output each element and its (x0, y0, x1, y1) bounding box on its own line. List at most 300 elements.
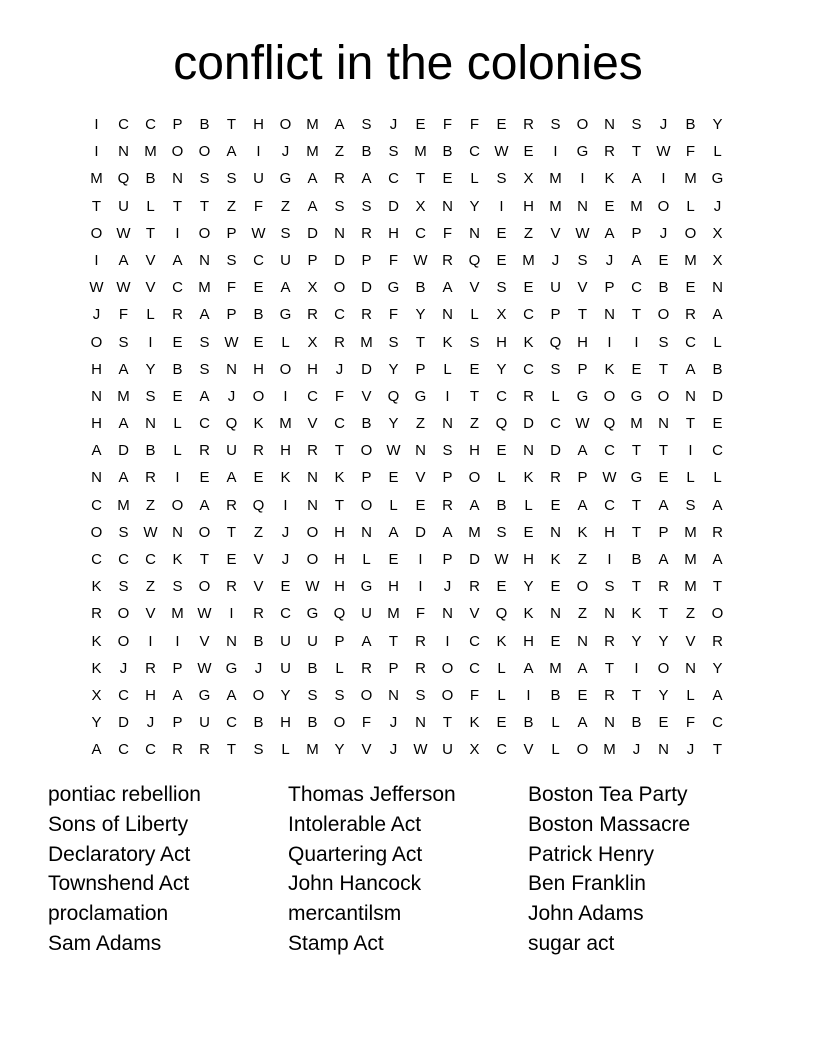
grid-letter: E (496, 714, 507, 732)
grid-letter: E (253, 279, 264, 297)
grid-letter: X (91, 686, 102, 704)
grid-letter: C (712, 442, 723, 460)
grid-letter: K (523, 333, 534, 351)
grid-letter: T (91, 197, 102, 215)
grid-letter: F (253, 197, 264, 215)
grid-row (83, 138, 731, 165)
grid-letter: Q (252, 496, 265, 514)
grid-letter: P (172, 714, 183, 732)
grid-letter: W (494, 551, 509, 568)
grid-letter: Q (495, 415, 508, 433)
grid-letter: M (684, 170, 697, 188)
grid-letter: F (118, 306, 129, 324)
grid-letter: O (441, 659, 454, 677)
grid-letter: Q (333, 605, 346, 623)
grid-row (83, 111, 731, 138)
grid-letter: T (334, 442, 345, 460)
grid-letter: L (173, 415, 182, 433)
grid-letter: S (496, 279, 507, 297)
grid-letter: I (607, 333, 612, 351)
grid-letter: O (198, 578, 211, 596)
grid-letter: K (577, 523, 588, 541)
grid-letter: H (307, 360, 318, 378)
grid-letter: C (685, 333, 696, 351)
grid-row (83, 655, 731, 682)
word-list-item: Ben Franklin (528, 872, 646, 896)
grid-letter: W (305, 578, 320, 596)
grid-letter: L (551, 387, 560, 405)
grid-letter: G (711, 170, 724, 188)
grid-letter: P (442, 551, 453, 568)
grid-letter: J (281, 143, 290, 161)
grid-letter: Y (91, 714, 102, 732)
grid-letter: M (414, 143, 427, 161)
grid-letter: E (658, 469, 669, 487)
grid-letter: U (253, 170, 264, 188)
grid-letter: E (658, 251, 669, 269)
grid-letter: C (91, 551, 102, 568)
grid-letter: M (468, 523, 481, 541)
grid-letter: N (334, 224, 345, 242)
word-list-item: pontiac rebellion (48, 783, 201, 806)
grid-letter: R (604, 143, 615, 161)
grid-letter: R (415, 632, 426, 650)
grid-letter: F (226, 279, 237, 297)
grid-letter: A (577, 714, 588, 732)
grid-letter: H (280, 714, 291, 732)
grid-letter: I (94, 116, 99, 133)
grid-letter: T (631, 306, 642, 324)
grid-letter: M (387, 605, 400, 623)
grid-letter: V (523, 741, 534, 759)
grid-row (83, 464, 731, 491)
grid-letter: C (145, 741, 156, 759)
grid-letter: R (226, 578, 237, 596)
grid-letter: L (686, 469, 695, 487)
grid-letter: M (603, 741, 616, 759)
grid-letter: K (172, 551, 183, 568)
grid-letter: A (118, 415, 129, 433)
grid-letter: A (442, 523, 453, 541)
grid-letter: R (604, 686, 615, 704)
grid-letter: H (388, 578, 399, 596)
grid-letter: Q (117, 170, 130, 188)
grid-letter: A (172, 686, 183, 704)
grid-letter: W (656, 143, 671, 161)
grid-letter: I (580, 170, 585, 188)
grid-letter: X (307, 279, 318, 297)
grid-letter: W (116, 224, 131, 242)
word-list-item: Sam Adams (48, 931, 162, 955)
grid-letter: Z (145, 578, 156, 596)
grid-letter: O (306, 551, 319, 568)
grid-letter: U (280, 632, 291, 650)
grid-letter: I (175, 224, 180, 242)
grid-letter: A (361, 632, 372, 650)
grid-letter: Y (334, 741, 345, 759)
grid-letter: H (91, 360, 102, 378)
grid-letter: O (603, 387, 616, 405)
grid-letter: B (631, 551, 642, 568)
grid-letter: A (118, 360, 129, 378)
grid-letter: U (280, 251, 291, 269)
grid-letter: S (415, 686, 426, 704)
grid-letter: O (117, 605, 130, 623)
grid-letter: S (226, 170, 237, 188)
grid-letter: U (118, 197, 129, 215)
grid-letter: T (415, 170, 426, 188)
grid-letter: N (145, 415, 156, 433)
grid-letter: R (712, 523, 723, 541)
word-list-item: Stamp Act (288, 931, 384, 955)
grid-letter: Y (469, 197, 480, 215)
grid-letter: B (253, 306, 264, 324)
grid-letter: T (577, 306, 588, 324)
grid-letter: K (523, 605, 534, 623)
grid-letter: B (523, 714, 534, 732)
grid-letter: I (418, 551, 423, 568)
grid-letter: H (334, 578, 345, 596)
grid-letter: L (146, 306, 155, 324)
grid-letter: B (253, 714, 264, 732)
grid-letter: Y (145, 360, 156, 378)
grid-letter: V (361, 741, 372, 759)
grid-letter: N (172, 523, 183, 541)
grid-letter: Y (415, 306, 426, 324)
grid-letter: N (658, 415, 669, 433)
grid-letter: O (360, 496, 373, 514)
grid-letter: W (575, 415, 590, 433)
grid-letter: C (496, 387, 507, 405)
word-list-item: John Hancock (288, 872, 422, 896)
grid-letter: U (361, 605, 372, 623)
grid-letter: Y (388, 360, 399, 378)
grid-letter: H (91, 415, 102, 433)
grid-letter: U (307, 632, 318, 650)
grid-letter: E (442, 170, 453, 188)
grid-letter: W (575, 224, 590, 242)
grid-letter: P (172, 116, 183, 133)
grid-letter: C (604, 442, 615, 460)
grid-letter: Y (523, 578, 534, 596)
grid-letter: I (634, 333, 639, 351)
grid-letter: P (361, 251, 372, 269)
grid-letter: N (577, 197, 588, 215)
grid-letter: O (360, 686, 373, 704)
grid-letter: T (334, 496, 345, 514)
grid-letter: Z (415, 415, 426, 433)
grid-letter: R (361, 306, 372, 324)
grid-letter: R (145, 469, 156, 487)
grid-letter: J (119, 659, 128, 677)
grid-letter: B (199, 116, 210, 133)
grid-letter: E (280, 578, 291, 596)
grid-letter: M (117, 496, 130, 514)
grid-letter: R (307, 442, 318, 460)
grid-letter: U (199, 714, 210, 732)
grid-letter: B (415, 279, 426, 297)
grid-letter: Q (387, 387, 400, 405)
grid-letter: J (659, 116, 668, 133)
grid-letter: N (442, 306, 453, 324)
grid-letter: O (198, 224, 211, 242)
grid-letter: H (496, 333, 507, 351)
grid-letter: P (631, 224, 642, 242)
grid-letter: O (333, 714, 346, 732)
grid-letter: W (116, 279, 131, 297)
grid-letter: L (713, 333, 722, 351)
grid-letter: A (523, 659, 534, 677)
word-list-item: Thomas Jefferson (288, 783, 456, 806)
grid-letter: R (334, 333, 345, 351)
grid-letter: Y (712, 116, 723, 133)
grid-letter: I (148, 632, 153, 650)
grid-letter: R (712, 632, 723, 650)
grid-letter: I (283, 496, 288, 514)
grid-letter: I (229, 605, 234, 623)
grid-letter: J (713, 197, 722, 215)
grid-letter: C (307, 387, 318, 405)
grid-letter: J (92, 306, 101, 324)
grid-letter: Z (469, 415, 480, 433)
grid-letter: A (658, 496, 669, 514)
grid-letter: K (631, 605, 642, 623)
grid-letter: S (388, 143, 399, 161)
grid-letter: M (630, 415, 643, 433)
grid-letter: E (496, 116, 507, 133)
grid-letter: U (280, 659, 291, 677)
grid-letter: E (172, 333, 183, 351)
grid-letter: X (469, 741, 480, 759)
grid-letter: B (550, 686, 561, 704)
grid-letter: E (199, 469, 210, 487)
grid-letter: Q (603, 415, 616, 433)
grid-letter: Z (685, 605, 696, 623)
grid-letter: T (415, 333, 426, 351)
grid-letter: B (172, 360, 183, 378)
grid-letter: W (494, 143, 509, 161)
grid-letter: P (550, 306, 561, 324)
grid-letter: C (118, 741, 129, 759)
grid-letter: S (604, 578, 615, 596)
grid-letter: T (226, 741, 237, 759)
grid-letter: T (631, 496, 642, 514)
grid-letter: J (389, 116, 398, 133)
grid-letter: I (499, 197, 504, 215)
grid-letter: R (172, 306, 183, 324)
grid-letter: S (685, 496, 696, 514)
grid-letter: X (712, 224, 723, 242)
grid-letter: L (335, 659, 344, 677)
grid-letter: P (388, 659, 399, 677)
grid-letter: S (442, 442, 453, 460)
grid-letter: B (307, 659, 318, 677)
grid-letter: C (523, 360, 534, 378)
grid-letter: Z (523, 224, 534, 242)
grid-letter: L (443, 360, 452, 378)
grid-letter: N (685, 387, 696, 405)
grid-letter: B (361, 415, 372, 433)
grid-letter: A (712, 306, 723, 324)
grid-letter: G (225, 659, 238, 677)
grid-letter: J (686, 741, 695, 759)
grid-letter: S (361, 116, 372, 133)
grid-letter: L (686, 197, 695, 215)
grid-letter: M (117, 387, 130, 405)
grid-letter: S (199, 360, 210, 378)
grid-letter: A (577, 442, 588, 460)
word-list-item: sugar act (528, 931, 615, 955)
grid-letter: W (602, 469, 617, 487)
grid-letter: T (631, 442, 642, 460)
grid-letter: E (415, 116, 426, 133)
grid-letter: R (172, 741, 183, 759)
grid-letter: T (442, 714, 453, 732)
grid-letter: J (146, 714, 155, 732)
grid-letter: A (280, 279, 291, 297)
grid-letter: E (496, 578, 507, 596)
grid-letter: E (172, 387, 183, 405)
grid-letter: C (469, 632, 480, 650)
grid-letter: R (307, 306, 318, 324)
grid-letter: P (361, 469, 372, 487)
grid-letter: R (361, 659, 372, 677)
grid-letter: Z (226, 197, 237, 215)
grid-letter: C (469, 143, 480, 161)
grid-letter: E (496, 224, 507, 242)
grid-letter: B (253, 632, 264, 650)
grid-letter: O (360, 442, 373, 460)
grid-letter: P (226, 306, 237, 324)
grid-letter: O (198, 523, 211, 541)
grid-letter: J (389, 741, 398, 759)
grid-letter: N (604, 116, 615, 133)
grid-letter: I (256, 143, 261, 161)
grid-letter: H (523, 551, 534, 568)
grid-row (83, 247, 731, 274)
grid-letter: W (413, 741, 428, 759)
grid-letter: E (388, 469, 399, 487)
grid-letter: R (226, 496, 237, 514)
grid-row (83, 356, 731, 383)
grid-letter: T (145, 224, 156, 242)
grid-letter: V (469, 279, 480, 297)
grid-letter: M (630, 197, 643, 215)
grid-letter: W (143, 523, 158, 541)
grid-letter: N (550, 523, 561, 541)
grid-row (83, 301, 731, 328)
grid-letter: C (388, 170, 399, 188)
grid-letter: C (118, 686, 129, 704)
grid-letter: O (252, 387, 265, 405)
grid-letter: L (551, 741, 560, 759)
grid-letter: Z (577, 605, 588, 623)
grid-letter: A (442, 279, 453, 297)
grid-letter: A (199, 496, 210, 514)
grid-letter: A (199, 306, 210, 324)
grid-letter: S (199, 170, 210, 188)
grid-letter: S (496, 170, 507, 188)
grid-letter: A (577, 659, 588, 677)
grid-letter: N (604, 306, 615, 324)
grid-letter: A (388, 523, 399, 541)
grid-letter: K (280, 469, 291, 487)
grid-letter: T (631, 686, 642, 704)
grid-letter: S (496, 523, 507, 541)
grid-letter: N (415, 442, 426, 460)
grid-row (83, 193, 731, 220)
grid-letter: I (445, 387, 450, 405)
grid-letter: T (469, 387, 480, 405)
grid-letter: J (389, 714, 398, 732)
grid-letter: U (550, 279, 561, 297)
grid-letter: G (279, 306, 292, 324)
grid-letter: M (549, 197, 562, 215)
grid-letter: E (523, 523, 534, 541)
grid-letter: D (712, 387, 723, 405)
grid-letter: E (523, 143, 534, 161)
grid-letter: L (497, 686, 506, 704)
grid-letter: R (199, 741, 210, 759)
grid-letter: G (630, 469, 643, 487)
grid-letter: H (577, 333, 588, 351)
grid-letter: D (550, 442, 561, 460)
grid-letter: S (550, 116, 561, 133)
grid-letter: Z (280, 197, 291, 215)
grid-letter: O (468, 469, 481, 487)
grid-letter: A (118, 251, 129, 269)
grid-letter: O (657, 306, 670, 324)
grid-letter: P (415, 360, 426, 378)
grid-letter: E (550, 496, 561, 514)
grid-letter: N (577, 632, 588, 650)
grid-letter: A (226, 143, 237, 161)
grid-letter: O (279, 360, 292, 378)
grid-letter: R (604, 632, 615, 650)
grid-letter: D (361, 279, 372, 297)
grid-letter: Y (658, 686, 669, 704)
grid-letter: V (577, 279, 588, 297)
grid-letter: A (307, 170, 318, 188)
grid-row (83, 546, 731, 573)
grid-letter: A (577, 496, 588, 514)
grid-letter: X (307, 333, 318, 351)
grid-row (83, 600, 731, 627)
grid-letter: V (145, 605, 156, 623)
grid-letter: W (224, 333, 239, 351)
grid-letter: T (199, 551, 210, 568)
grid-letter: N (415, 714, 426, 732)
grid-letter: N (91, 469, 102, 487)
grid-row (83, 329, 731, 356)
page-title: conflict in the colonies (173, 37, 643, 90)
grid-letter: P (577, 469, 588, 487)
grid-letter: F (469, 686, 480, 704)
grid-letter: M (549, 170, 562, 188)
grid-letter: C (280, 605, 291, 623)
grid-letter: T (631, 143, 642, 161)
grid-letter: J (659, 224, 668, 242)
grid-letter: T (685, 415, 696, 433)
grid-letter: Z (334, 143, 345, 161)
grid-letter: A (658, 551, 669, 568)
grid-letter: K (550, 551, 561, 568)
grid-letter: X (415, 197, 426, 215)
grid-letter: E (658, 714, 669, 732)
letter-grid (83, 111, 731, 764)
grid-letter: R (658, 578, 669, 596)
grid-letter: M (522, 251, 535, 269)
